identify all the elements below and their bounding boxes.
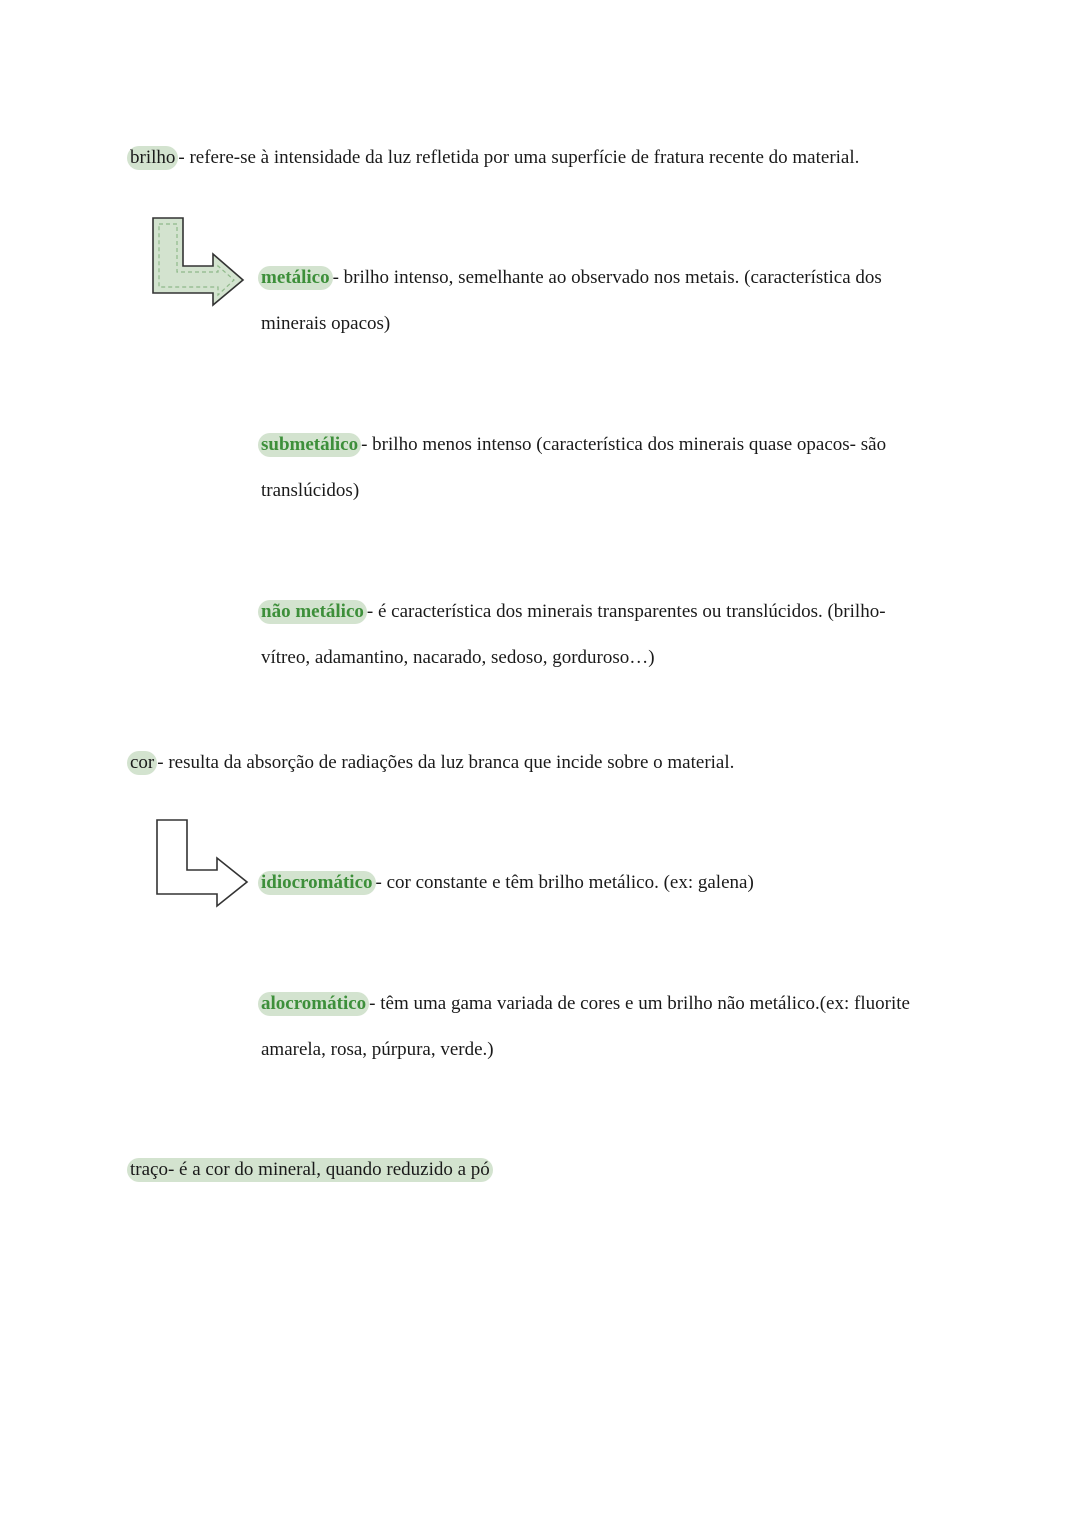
- bent-arrow-icon: [150, 216, 250, 308]
- alocromatico-term: alocromático: [258, 992, 369, 1016]
- idiocromatico-text: - cor constante e têm brilho metálico. (ex: galena): [375, 872, 754, 893]
- submetalico-line2: translúcidos): [261, 480, 360, 501]
- cor-term: cor: [127, 751, 157, 775]
- cor-definition: [130, 751, 734, 775]
- brilho-definition-text: - refere-se à intensidade da luz refletida por uma superfície de fratura recente do material.: [178, 147, 860, 168]
- metalico-term: metálico: [258, 266, 333, 290]
- idiocromatico-line1: [261, 871, 754, 895]
- traco-definition: [130, 1158, 493, 1182]
- nao-metalico-term: não metálico: [258, 600, 367, 624]
- alocromatico-line2: amarela, rosa, púrpura, verde.): [261, 1039, 494, 1060]
- nao-metalico-text: - é característica dos minerais transparentes ou translúcidos. (brilho-: [366, 601, 886, 622]
- bent-arrow-icon: [154, 818, 254, 910]
- metalico-text: - brilho intenso, semelhante ao observado nos metais. (característica dos: [332, 267, 882, 288]
- traco-text: traço- é a cor do mineral, quando reduzido a pó: [127, 1158, 493, 1182]
- nao-metalico-line1: [261, 600, 886, 624]
- submetalico-line1: [261, 433, 886, 457]
- alocromatico-text: - têm uma gama variada de cores e um brilho não metálico.(ex: fluorite: [369, 993, 910, 1014]
- nao-metalico-line2: vítreo, adamantino, nacarado, sedoso, gorduroso…): [261, 647, 655, 668]
- submetalico-term: submetálico: [258, 433, 361, 457]
- metalico-line2: minerais opacos): [261, 313, 391, 334]
- brilho-term: brilho: [127, 146, 178, 170]
- cor-definition-text: - resulta da absorção de radiações da luz branca que incide sobre o material.: [157, 752, 735, 773]
- submetalico-text: - brilho menos intenso (característica dos minerais quase opacos- são: [361, 434, 887, 455]
- brilho-definition: [130, 146, 859, 170]
- idiocromatico-term: idiocromático: [258, 871, 376, 895]
- metalico-line1: [261, 266, 882, 290]
- alocromatico-line1: [261, 992, 910, 1016]
